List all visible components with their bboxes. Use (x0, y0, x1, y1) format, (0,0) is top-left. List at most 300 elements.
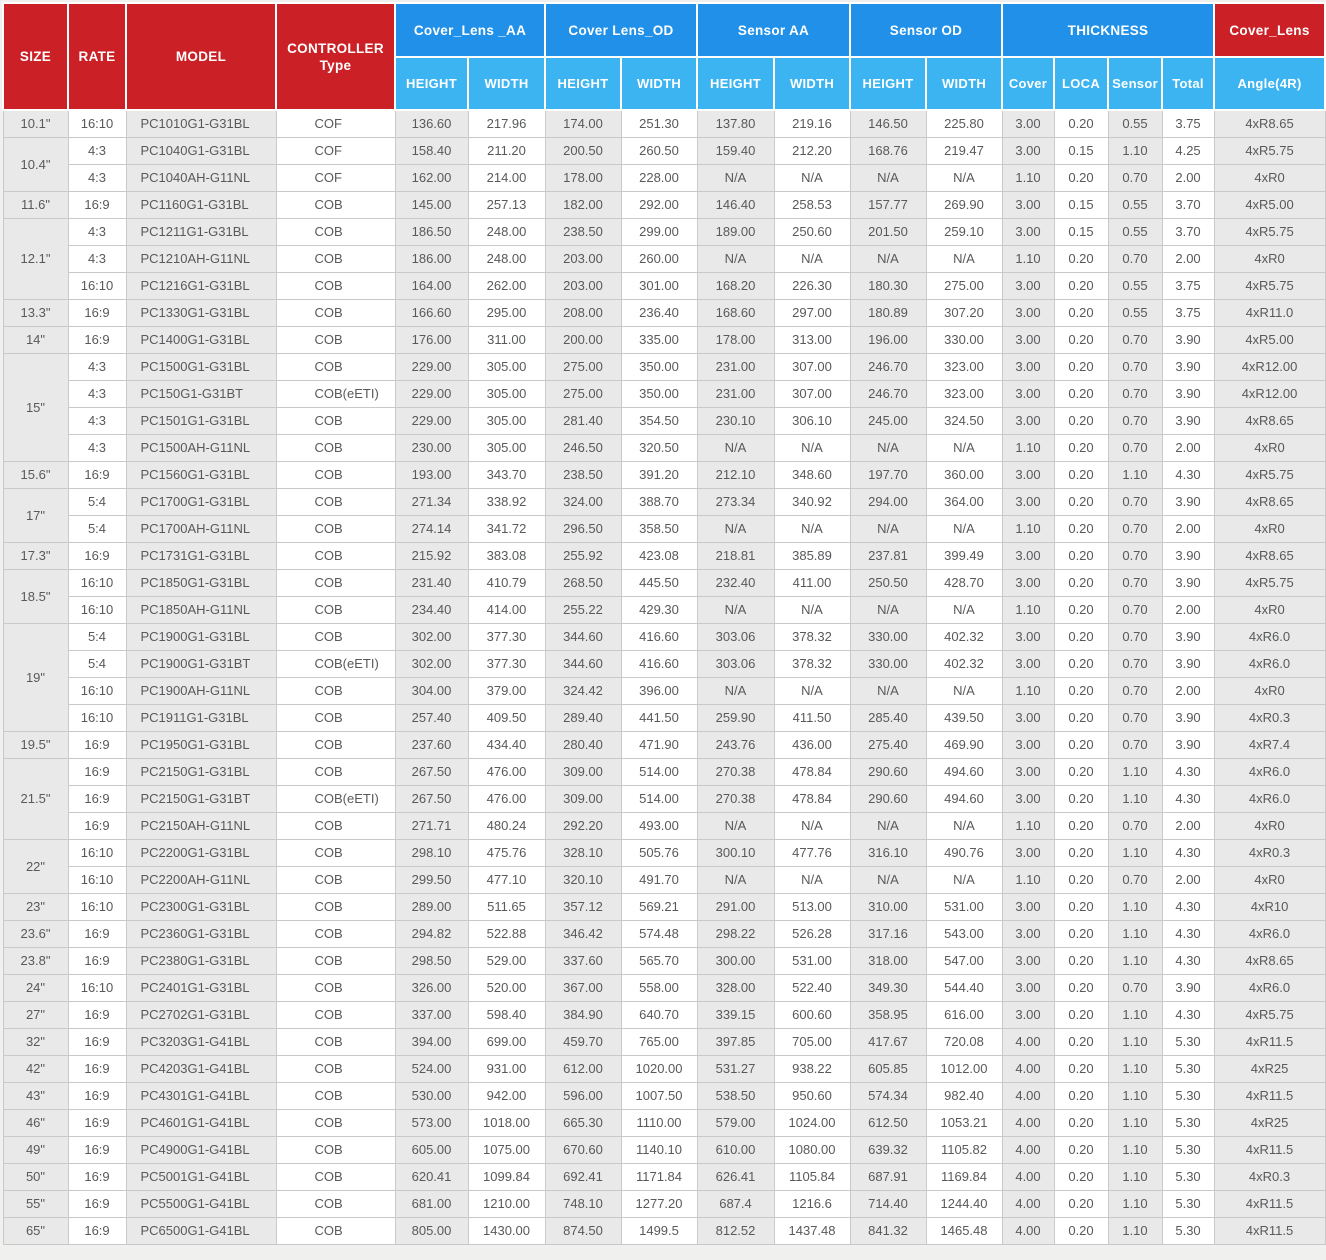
cell-value: 0.70 (1108, 434, 1162, 461)
cell-value: 0.70 (1108, 677, 1162, 704)
table-header (3, 3, 1325, 110)
cell-rate: 4:3 (68, 380, 126, 407)
cell-value: 0.20 (1054, 1163, 1108, 1190)
cell-value: 320.10 (545, 866, 621, 893)
cell-value: 4xR0 (1214, 245, 1325, 272)
cell-value: 1.10 (1002, 515, 1054, 542)
cell-value: 439.50 (926, 704, 1002, 731)
cell-value: 1.10 (1108, 1082, 1162, 1109)
cell-value: 514.00 (621, 785, 697, 812)
table-body (3, 110, 1325, 1244)
cell-value: 4xR5.00 (1214, 191, 1325, 218)
table-row (3, 1028, 1325, 1055)
cell-value: 0.70 (1108, 515, 1162, 542)
cell-value: 2.00 (1162, 812, 1214, 839)
cell-value: 4.00 (1002, 1055, 1054, 1082)
cell-value: 330.00 (850, 623, 926, 650)
cell-value: 348.60 (774, 461, 850, 488)
cell-size: 49" (3, 1136, 68, 1163)
table-row (3, 272, 1325, 299)
cell-size: 15.6" (3, 461, 68, 488)
subheader-thickness-loca: LOCA (1054, 57, 1108, 110)
cell-value: 0.70 (1108, 812, 1162, 839)
cell-rate: 4:3 (68, 137, 126, 164)
cell-value: 1.10 (1108, 1001, 1162, 1028)
table-row (3, 164, 1325, 191)
cell-value: N/A (697, 677, 774, 704)
cell-value: 4xR11.5 (1214, 1190, 1325, 1217)
cell-rate: 16:9 (68, 299, 126, 326)
cell-value: 0.15 (1054, 137, 1108, 164)
table-row (3, 110, 1325, 137)
cell-model: PC1950G1-G31BL (126, 731, 276, 758)
cell-value: N/A (850, 515, 926, 542)
cell-rate: 16:9 (68, 785, 126, 812)
cell-size: 11.6" (3, 191, 68, 218)
table-row (3, 434, 1325, 461)
subheader-saa-height: HEIGHT (697, 57, 774, 110)
cell-value: N/A (926, 596, 1002, 623)
table-row (3, 245, 1325, 272)
cell-rate: 4:3 (68, 353, 126, 380)
cell-value: 137.80 (697, 110, 774, 137)
cell-value: 226.30 (774, 272, 850, 299)
cell-value: 318.00 (850, 947, 926, 974)
cell-value: 416.60 (621, 650, 697, 677)
cell-value: 4.00 (1002, 1109, 1054, 1136)
cell-value: 297.00 (774, 299, 850, 326)
cell-value: 805.00 (395, 1217, 468, 1244)
cell-value: 3.90 (1162, 623, 1214, 650)
cell-value: 3.70 (1162, 191, 1214, 218)
cell-model: PC2380G1-G31BL (126, 947, 276, 974)
cell-value: 0.70 (1108, 488, 1162, 515)
table-row (3, 839, 1325, 866)
cell-model: PC2150AH-G11NL (126, 812, 276, 839)
cell-model: PC4301G1-G41BL (126, 1082, 276, 1109)
cell-value: 3.90 (1162, 704, 1214, 731)
cell-value: 294.00 (850, 488, 926, 515)
cell-rate: 16:9 (68, 1163, 126, 1190)
cell-value: 469.90 (926, 731, 1002, 758)
cell-value: 2.00 (1162, 515, 1214, 542)
cell-rate: 16:9 (68, 1028, 126, 1055)
cell-value: 1216.6 (774, 1190, 850, 1217)
cell-model: PC1210AH-G11NL (126, 245, 276, 272)
cell-value: 1210.00 (468, 1190, 545, 1217)
cell-value: N/A (850, 245, 926, 272)
cell-value: 174.00 (545, 110, 621, 137)
table-row (3, 893, 1325, 920)
cell-value: 402.32 (926, 650, 1002, 677)
cell-value: 0.55 (1108, 191, 1162, 218)
cell-value: 1437.48 (774, 1217, 850, 1244)
cell-value: 267.50 (395, 785, 468, 812)
cell-value: 0.70 (1108, 353, 1162, 380)
cell-value: 343.70 (468, 461, 545, 488)
table-row (3, 542, 1325, 569)
cell-value: 4.30 (1162, 1001, 1214, 1028)
cell-value: 529.00 (468, 947, 545, 974)
cell-value: 182.00 (545, 191, 621, 218)
cell-value: 285.40 (850, 704, 926, 731)
cell-value: 255.92 (545, 542, 621, 569)
cell-value: 4.00 (1002, 1028, 1054, 1055)
cell-value: 417.67 (850, 1028, 926, 1055)
cell-value: 874.50 (545, 1217, 621, 1244)
cell-value: 280.40 (545, 731, 621, 758)
cell-value: 5.30 (1162, 1163, 1214, 1190)
cell-value: 250.60 (774, 218, 850, 245)
cell-value: 3.00 (1002, 218, 1054, 245)
cell-size: 19" (3, 623, 68, 731)
cell-rate: 16:9 (68, 191, 126, 218)
cell-value: 4xR5.00 (1214, 326, 1325, 353)
cell-value: 1007.50 (621, 1082, 697, 1109)
cell-value: 328.00 (697, 974, 774, 1001)
cell-value: 0.20 (1054, 731, 1108, 758)
table-row (3, 677, 1325, 704)
cell-model: PC2300G1-G31BL (126, 893, 276, 920)
table-row (3, 758, 1325, 785)
cell-value: 136.60 (395, 110, 468, 137)
cell-value: 4xR12.00 (1214, 380, 1325, 407)
cell-value: 289.40 (545, 704, 621, 731)
cell-model: PC1700G1-G31BL (126, 488, 276, 515)
cell-value: 0.20 (1054, 1136, 1108, 1163)
cell-value: 574.48 (621, 920, 697, 947)
cell-value: 228.00 (621, 164, 697, 191)
cell-value: 349.30 (850, 974, 926, 1001)
cell-model: PC2150G1-G31BT (126, 785, 276, 812)
cell-value: 3.00 (1002, 623, 1054, 650)
cell-value: N/A (774, 434, 850, 461)
cell-controller: COF (276, 137, 395, 164)
cell-value: 186.00 (395, 245, 468, 272)
cell-value: 305.00 (468, 434, 545, 461)
cell-value: 4xR0 (1214, 677, 1325, 704)
cell-value: 1018.00 (468, 1109, 545, 1136)
cell-value: 411.50 (774, 704, 850, 731)
cell-value: 164.00 (395, 272, 468, 299)
cell-value: 0.70 (1108, 164, 1162, 191)
cell-value: 612.50 (850, 1109, 926, 1136)
cell-rate: 16:10 (68, 596, 126, 623)
cell-value: 3.00 (1002, 272, 1054, 299)
cell-value: 0.70 (1108, 245, 1162, 272)
cell-value: 714.40 (850, 1190, 926, 1217)
cell-value: 0.20 (1054, 785, 1108, 812)
cell-value: N/A (697, 866, 774, 893)
cell-value: 176.00 (395, 326, 468, 353)
cell-value: 0.70 (1108, 326, 1162, 353)
cell-value: 596.00 (545, 1082, 621, 1109)
cell-value: N/A (774, 677, 850, 704)
cell-value: N/A (774, 164, 850, 191)
cell-value: 268.50 (545, 569, 621, 596)
cell-value: 1.10 (1108, 1217, 1162, 1244)
cell-value: 1244.40 (926, 1190, 1002, 1217)
cell-value: 3.90 (1162, 542, 1214, 569)
cell-value: 3.90 (1162, 569, 1214, 596)
cell-value: 291.00 (697, 893, 774, 920)
cell-value: 201.50 (850, 218, 926, 245)
cell-value: 4.30 (1162, 920, 1214, 947)
cell-value: 681.00 (395, 1190, 468, 1217)
cell-value: 231.40 (395, 569, 468, 596)
cell-value: 547.00 (926, 947, 1002, 974)
cell-value: 229.00 (395, 380, 468, 407)
cell-value: 565.70 (621, 947, 697, 974)
cell-model: PC6500G1-G41BL (126, 1217, 276, 1244)
cell-model: PC2200AH-G11NL (126, 866, 276, 893)
cell-controller: COB (276, 974, 395, 1001)
cell-model: PC1040AH-G11NL (126, 164, 276, 191)
cell-value: 436.00 (774, 731, 850, 758)
cell-value: 3.00 (1002, 353, 1054, 380)
cell-value: 0.20 (1054, 245, 1108, 272)
table-row (3, 731, 1325, 758)
cell-value: 248.00 (468, 245, 545, 272)
cell-value: 3.75 (1162, 272, 1214, 299)
cell-value: 0.55 (1108, 218, 1162, 245)
cell-value: 309.00 (545, 785, 621, 812)
cell-value: 4xR5.75 (1214, 569, 1325, 596)
cell-value: 311.00 (468, 326, 545, 353)
cell-value: 323.00 (926, 353, 1002, 380)
cell-value: 514.00 (621, 758, 697, 785)
cell-value: 270.38 (697, 785, 774, 812)
cell-size: 15" (3, 353, 68, 461)
cell-value: 4xR0 (1214, 434, 1325, 461)
group-header-cover-lens-od: Cover Lens_OD (545, 3, 697, 57)
cell-value: 530.00 (395, 1082, 468, 1109)
cell-value: 230.00 (395, 434, 468, 461)
cell-value: 379.00 (468, 677, 545, 704)
cell-value: 931.00 (468, 1055, 545, 1082)
cell-value: 531.00 (926, 893, 1002, 920)
cell-value: 0.20 (1054, 623, 1108, 650)
cell-value: 4xR5.75 (1214, 218, 1325, 245)
cell-model: PC4203G1-G41BL (126, 1055, 276, 1082)
cell-value: 620.41 (395, 1163, 468, 1190)
cell-value: 300.00 (697, 947, 774, 974)
cell-value: 0.70 (1108, 569, 1162, 596)
cell-controller: COB (276, 1136, 395, 1163)
cell-controller: COB (276, 1217, 395, 1244)
cell-value: 309.00 (545, 758, 621, 785)
cell-value: 416.60 (621, 623, 697, 650)
cell-value: 1.10 (1108, 839, 1162, 866)
cell-controller: COB (276, 515, 395, 542)
cell-value: 490.76 (926, 839, 1002, 866)
cell-model: PC1400G1-G31BL (126, 326, 276, 353)
cell-value: 4xR8.65 (1214, 542, 1325, 569)
cell-value: 391.20 (621, 461, 697, 488)
subheader-sod-height: HEIGHT (850, 57, 926, 110)
table-row (3, 515, 1325, 542)
cell-rate: 16:9 (68, 947, 126, 974)
cell-value: 290.60 (850, 785, 926, 812)
cell-value: 505.76 (621, 839, 697, 866)
cell-model: PC1700AH-G11NL (126, 515, 276, 542)
cell-value: 665.30 (545, 1109, 621, 1136)
cell-value: 1.10 (1108, 785, 1162, 812)
cell-value: 225.80 (926, 110, 1002, 137)
cell-value: 219.47 (926, 137, 1002, 164)
cell-value: 0.20 (1054, 515, 1108, 542)
cell-value: 320.50 (621, 434, 697, 461)
cell-value: 338.92 (468, 488, 545, 515)
cell-value: 234.40 (395, 596, 468, 623)
cell-value: 1.10 (1108, 1109, 1162, 1136)
cell-value: 3.00 (1002, 785, 1054, 812)
cell-value: 428.70 (926, 569, 1002, 596)
cell-model: PC1010G1-G31BL (126, 110, 276, 137)
table-row (3, 191, 1325, 218)
cell-value: 219.16 (774, 110, 850, 137)
table-row (3, 623, 1325, 650)
cell-rate: 16:10 (68, 893, 126, 920)
cell-value: 612.00 (545, 1055, 621, 1082)
cell-model: PC1330G1-G31BL (126, 299, 276, 326)
cell-rate: 16:9 (68, 1217, 126, 1244)
cell-value: 640.70 (621, 1001, 697, 1028)
subheader-thickness-sensor: Sensor (1108, 57, 1162, 110)
cell-value: 1.10 (1108, 947, 1162, 974)
cell-value: 1.10 (1108, 137, 1162, 164)
cell-value: 543.00 (926, 920, 1002, 947)
cell-value: 1105.82 (926, 1136, 1002, 1163)
cell-value: 214.00 (468, 164, 545, 191)
group-header-sensor-od: Sensor OD (850, 3, 1002, 57)
cell-value: 4xR25 (1214, 1109, 1325, 1136)
subheader-thickness-total: Total (1162, 57, 1214, 110)
cell-value: N/A (697, 164, 774, 191)
cell-size: 55" (3, 1190, 68, 1217)
cell-value: 3.90 (1162, 380, 1214, 407)
cell-value: 231.00 (697, 380, 774, 407)
cell-value: 4xR12.00 (1214, 353, 1325, 380)
cell-value: 397.85 (697, 1028, 774, 1055)
cell-controller: COB (276, 569, 395, 596)
cell-value: 1080.00 (774, 1136, 850, 1163)
cell-value: 275.00 (545, 353, 621, 380)
cell-value: 3.00 (1002, 650, 1054, 677)
cell-value: 378.32 (774, 650, 850, 677)
cell-value: 544.40 (926, 974, 1002, 1001)
cell-rate: 16:10 (68, 704, 126, 731)
cell-model: PC5500G1-G41BL (126, 1190, 276, 1217)
cell-value: 0.55 (1108, 299, 1162, 326)
cell-rate: 16:10 (68, 569, 126, 596)
cell-value: 478.84 (774, 758, 850, 785)
cell-value: 598.40 (468, 1001, 545, 1028)
cell-model: PC1900G1-G31BT (126, 650, 276, 677)
cell-value: 145.00 (395, 191, 468, 218)
cell-value: 0.70 (1108, 650, 1162, 677)
group-header-thickness: THICKNESS (1002, 3, 1214, 57)
cell-value: 358.95 (850, 1001, 926, 1028)
col-header-cover-lens-angle: Cover_Lens (1214, 3, 1325, 57)
cell-value: 303.06 (697, 650, 774, 677)
controller-header-line2: Type (319, 57, 352, 73)
cell-value: 168.76 (850, 137, 926, 164)
cell-value: 0.70 (1108, 380, 1162, 407)
cell-value: 765.00 (621, 1028, 697, 1055)
cell-value: 3.00 (1002, 704, 1054, 731)
cell-value: 0.20 (1054, 272, 1108, 299)
table-row (3, 812, 1325, 839)
cell-value: 1012.00 (926, 1055, 1002, 1082)
subheader-claa-width: WIDTH (468, 57, 545, 110)
cell-value: 5.30 (1162, 1028, 1214, 1055)
cell-controller: COB (276, 758, 395, 785)
cell-value: 0.20 (1054, 812, 1108, 839)
cell-value: 1140.10 (621, 1136, 697, 1163)
cell-value: 281.40 (545, 407, 621, 434)
cell-value: 600.60 (774, 1001, 850, 1028)
cell-value: 4xR8.65 (1214, 407, 1325, 434)
cell-value: 5.30 (1162, 1109, 1214, 1136)
cell-value: 0.15 (1054, 191, 1108, 218)
cell-value: N/A (774, 596, 850, 623)
cell-rate: 16:10 (68, 839, 126, 866)
cell-value: 236.40 (621, 299, 697, 326)
cell-value: 259.10 (926, 218, 1002, 245)
cell-value: 385.89 (774, 542, 850, 569)
cell-value: 1.10 (1108, 1136, 1162, 1163)
cell-value: 4xR11.5 (1214, 1217, 1325, 1244)
cell-rate: 16:9 (68, 326, 126, 353)
cell-value: 364.00 (926, 488, 1002, 515)
cell-value: 4xR6.0 (1214, 785, 1325, 812)
cell-model: PC1216G1-G31BL (126, 272, 276, 299)
controller-header-line1: CONTROLLER (287, 40, 384, 56)
cell-value: 4.30 (1162, 947, 1214, 974)
cell-value: 3.90 (1162, 407, 1214, 434)
cell-value: 296.50 (545, 515, 621, 542)
cell-value: 354.50 (621, 407, 697, 434)
cell-value: 2.00 (1162, 866, 1214, 893)
cell-rate: 16:9 (68, 1136, 126, 1163)
cell-rate: 4:3 (68, 245, 126, 272)
cell-value: 1110.00 (621, 1109, 697, 1136)
cell-size: 13.3" (3, 299, 68, 326)
cell-value: 2.00 (1162, 677, 1214, 704)
cell-rate: 16:9 (68, 1082, 126, 1109)
cell-value: 573.00 (395, 1109, 468, 1136)
cell-value: 4.30 (1162, 785, 1214, 812)
cell-value: 605.00 (395, 1136, 468, 1163)
cell-value: 300.10 (697, 839, 774, 866)
cell-controller: COB (276, 839, 395, 866)
cell-value: 478.84 (774, 785, 850, 812)
cell-value: N/A (850, 677, 926, 704)
cell-value: 0.20 (1054, 1001, 1108, 1028)
cell-value: 323.00 (926, 380, 1002, 407)
cell-controller: COB (276, 272, 395, 299)
cell-controller: COB(eETI) (276, 650, 395, 677)
cell-value: 841.32 (850, 1217, 926, 1244)
cell-value: 639.32 (850, 1136, 926, 1163)
table-row (3, 137, 1325, 164)
cell-value: 237.81 (850, 542, 926, 569)
cell-controller: COF (276, 110, 395, 137)
table-row (3, 353, 1325, 380)
cell-value: 0.70 (1108, 704, 1162, 731)
cell-model: PC4900G1-G41BL (126, 1136, 276, 1163)
